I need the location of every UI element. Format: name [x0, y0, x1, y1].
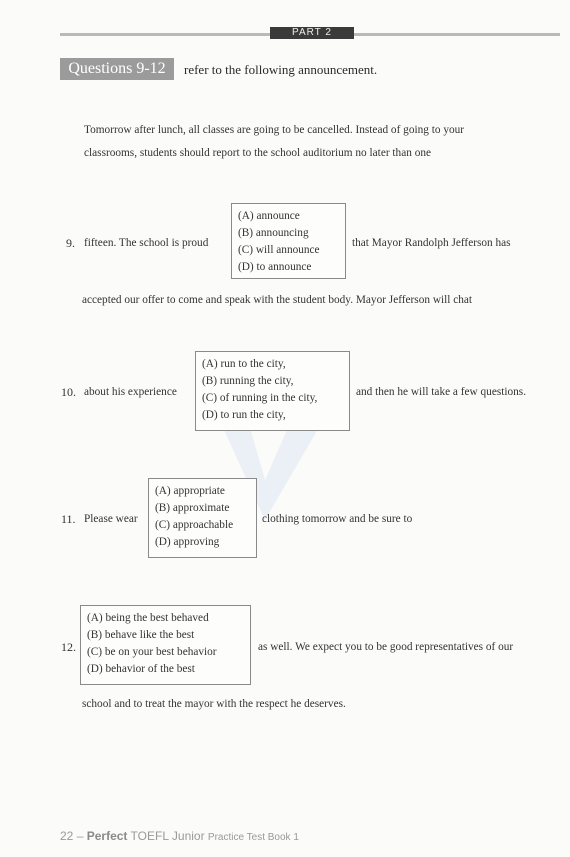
- question-11-option-b[interactable]: (B) approximate: [155, 502, 230, 514]
- question-11-option-d[interactable]: (D) approving: [155, 536, 220, 548]
- question-10-option-a[interactable]: (A) run to the city,: [202, 358, 286, 370]
- page-number: 22: [60, 829, 74, 843]
- question-12-options: [80, 605, 251, 685]
- question-12-number: 12.: [61, 640, 76, 654]
- passage-line-1: Tomorrow after lunch, all classes are going to be cancelled. Instead of going to your: [84, 124, 465, 136]
- page-footer: [60, 829, 299, 843]
- question-10-options: [195, 351, 350, 431]
- footer-brand-bold: Perfect: [86, 829, 128, 843]
- question-9-before-text: fifteen. The school is proud: [84, 237, 209, 249]
- question-10-option-d[interactable]: (D) to run the city,: [202, 409, 286, 421]
- question-12-after-text: as well. We expect you to be good representatives of our: [258, 641, 514, 653]
- question-12-option-d[interactable]: (D) behavior of the best: [87, 663, 195, 675]
- footer-brand: TOEFL Junior: [130, 829, 205, 843]
- passage-line-4: school and to treat the mayor with the respect he deserves.: [82, 698, 346, 710]
- intro-text: refer to the following announcement.: [184, 62, 378, 77]
- question-11-number: 11.: [61, 512, 76, 526]
- question-9-option-d[interactable]: (D) to announce: [238, 261, 312, 273]
- question-9-option-c[interactable]: (C) will announce: [238, 244, 320, 256]
- question-12-option-a[interactable]: (A) being the best behaved: [87, 612, 209, 624]
- question-10-option-c[interactable]: (C) of running in the city,: [202, 392, 318, 404]
- question-10-after-text: and then he will take a few questions.: [356, 386, 527, 398]
- question-11-after-text: clothing tomorrow and be sure to: [262, 513, 413, 525]
- question-11-option-c[interactable]: (C) approachable: [155, 519, 234, 531]
- question-11-options: [148, 478, 257, 558]
- footer-book-title: Practice Test Book 1: [207, 832, 299, 843]
- part-label: PART 2: [270, 27, 354, 39]
- question-10-number: 10.: [61, 385, 76, 399]
- question-10-before-text: about his experience: [84, 386, 177, 398]
- question-11-before-text: Please wear: [84, 513, 138, 525]
- passage-line-3: accepted our offer to come and speak with the student body. Mayor Jefferson will chat: [82, 294, 473, 306]
- question-11-option-a[interactable]: (A) appropriate: [155, 485, 225, 497]
- question-10-option-b[interactable]: (B) running the city,: [202, 375, 294, 387]
- passage-line-2: classrooms, students should report to the school auditorium no later than one: [84, 147, 432, 159]
- question-9-option-b[interactable]: (B) announcing: [238, 227, 309, 239]
- question-9-after-text: that Mayor Randolph Jefferson has: [352, 237, 511, 249]
- question-9-option-a[interactable]: (A) announce: [238, 210, 300, 222]
- question-12-option-b[interactable]: (B) behave like the best: [87, 629, 195, 641]
- question-9-number: 9.: [66, 236, 75, 250]
- questions-badge: Questions 9-12: [60, 58, 174, 80]
- footer-dash: –: [76, 829, 84, 843]
- question-9-options: [231, 203, 346, 279]
- question-12-option-c[interactable]: (C) be on your best behavior: [87, 646, 217, 658]
